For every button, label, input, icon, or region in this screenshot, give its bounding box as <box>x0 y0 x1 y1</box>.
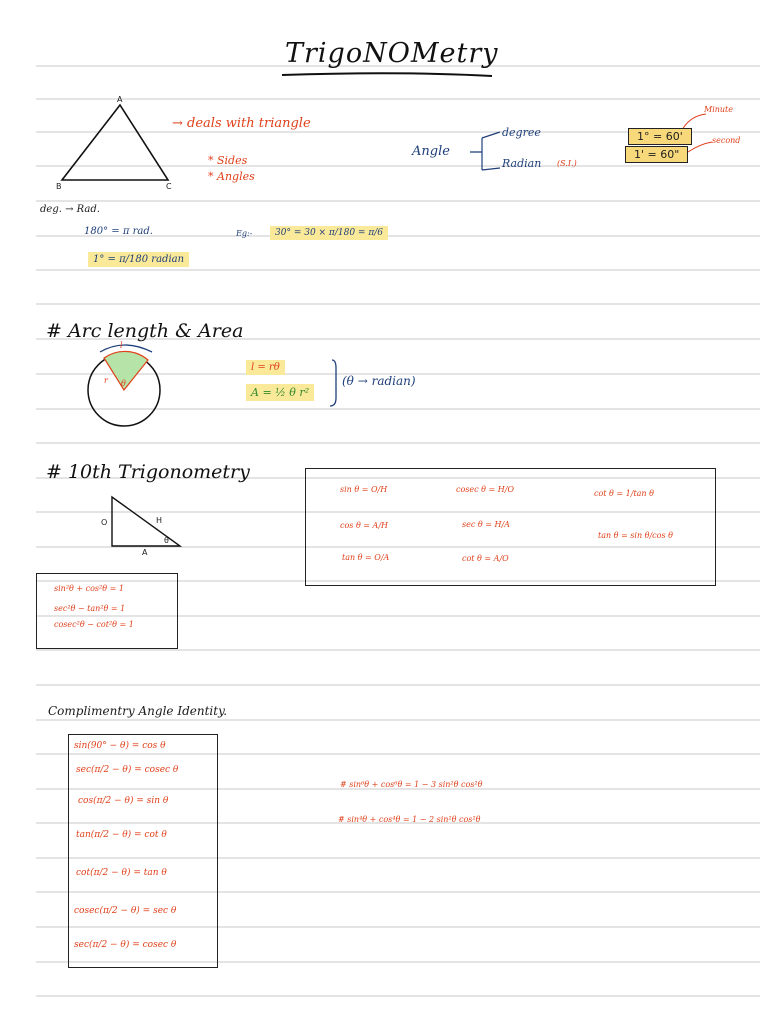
eg-expr: 30° = 30 × π/180 = π/6 <box>270 226 388 240</box>
comp-row-6: cosec(π/2 − θ) = sec θ <box>74 906 177 916</box>
minute-box: 1° = 60' <box>628 128 692 145</box>
vertex-a: A <box>117 95 123 104</box>
sides-note: * Sides <box>208 154 248 167</box>
arc-heading: # Arc length & Area <box>46 320 244 342</box>
ratio-cot: cot θ = A/O <box>462 554 509 563</box>
sector <box>104 351 148 390</box>
minute-label: Minute <box>704 105 734 114</box>
right-triangle <box>112 497 180 546</box>
tri-theta: θ <box>164 536 169 545</box>
comp-heading: Complimentry Angle Identity. <box>48 704 228 718</box>
ratio-cot-recip: cot θ = 1/tan θ <box>594 489 654 498</box>
second-label: second <box>712 136 741 145</box>
ratio-tan: tan θ = O/A <box>342 553 390 562</box>
si-note: (S.I.) <box>557 159 577 168</box>
triangle-abc <box>62 105 168 180</box>
comp-row-2: sec(π/2 − θ) = cosec θ <box>76 765 179 775</box>
tenth-heading: # 10th Trigonometry <box>46 461 250 483</box>
theta-radian-note: (θ → radian) <box>342 374 416 388</box>
one-degree: 1° = π/180 radian <box>88 252 189 267</box>
rad-180: 180° = π rad. <box>84 226 153 237</box>
identity-2: sec²θ − tan²θ = 1 <box>54 604 126 613</box>
ratio-sin: sin θ = O/H <box>340 485 388 494</box>
arc-r: r <box>104 376 108 385</box>
area-eq: A = ½ θ r² <box>246 384 314 401</box>
degree-word: degree <box>502 126 541 139</box>
angle-brace <box>470 132 500 170</box>
ratio-cos: cos θ = A/H <box>340 521 388 530</box>
comp-row-7: sec(π/2 − θ) = cosec θ <box>74 940 177 950</box>
identity-3: cosec²θ − cot²θ = 1 <box>54 620 134 629</box>
comp-row-1: sin(90° − θ) = cos θ <box>74 741 166 751</box>
second-box: 1' = 60" <box>625 146 688 163</box>
eg-label: Eg:- <box>236 229 253 238</box>
ratio-sec: sec θ = H/A <box>462 520 510 529</box>
vertex-b: B <box>56 182 62 191</box>
sin6-identity: # sin⁶θ + cos⁶θ = 1 − 3 sin²θ cos²θ <box>340 780 483 789</box>
comp-row-4: tan(π/2 − θ) = cot θ <box>76 830 167 840</box>
comp-row-3: cos(π/2 − θ) = sin θ <box>78 796 169 806</box>
vertex-c: C <box>166 182 172 191</box>
sin4-identity: # sin⁴θ + cos⁴θ = 1 − 2 sin²θ cos²θ <box>338 815 481 824</box>
deals-note: → deals with triangle <box>172 116 311 131</box>
deg-rad-heading: deg. → Rad. <box>40 204 100 215</box>
ratio-tan-quot: tan θ = sin θ/cos θ <box>598 531 673 540</box>
arc-theta: θ <box>121 379 126 388</box>
tri-h: H <box>156 516 163 525</box>
identity-1: sin²θ + cos²θ = 1 <box>54 584 124 593</box>
angles-note: * Angles <box>208 170 255 183</box>
title-underline <box>282 73 492 76</box>
tri-o: O <box>101 518 108 527</box>
tri-a: A <box>142 548 148 557</box>
angle-word: Angle <box>412 144 450 159</box>
page-title: TrigoNOMetry <box>285 38 499 69</box>
comp-row-5: cot(π/2 − θ) = tan θ <box>76 868 167 878</box>
ratio-cosec: cosec θ = H/O <box>456 485 514 494</box>
arc-l: l <box>120 341 123 350</box>
arc-length-eq: l = rθ <box>246 360 285 375</box>
radian-word: Radian <box>502 157 542 170</box>
